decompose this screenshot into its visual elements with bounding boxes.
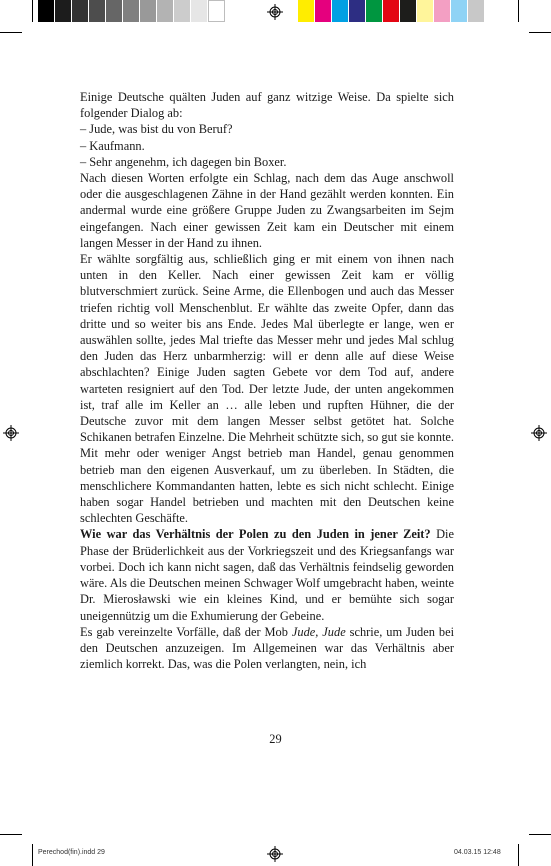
color-swatch	[349, 0, 366, 22]
color-swatch	[366, 0, 383, 22]
answer-text: Die Phase der Brüderlichkeit aus der Vorkriegszeit und des Kriegsanfangs war vorbei. Doch ich kann nicht sagen, daß das Verhältnis feindselig geworden wäre. Als die Deutschen meinen Schwager Wolf umgebracht haben, weinte Dr. Mierosławski wie ein kleines Kind, und er bemühte sich sogar uneigennützig um die Exhumierung der Gebeine.	[80, 527, 454, 623]
color-swatch	[332, 0, 349, 22]
color-swatch	[400, 0, 417, 22]
registration-mark-icon	[3, 425, 19, 441]
color-swatch	[106, 0, 123, 22]
process-color-bar	[298, 0, 485, 22]
interview-answer	[80, 526, 454, 623]
paragraph-text: schrie, um Juden bei den Deutschen anzuzeigen. Im Allgemeinen war das Verhältnis aber ziemlich korrekt. Das, was die Polen verlangten, nein, ich	[80, 624, 455, 672]
color-swatch	[383, 0, 400, 22]
color-swatch	[38, 0, 55, 22]
color-swatch	[434, 0, 451, 22]
crop-mark	[529, 834, 551, 835]
crop-mark	[529, 32, 551, 33]
color-swatch	[55, 0, 72, 22]
dialog-line: – Jude, was bist du von Beruf?	[80, 122, 233, 137]
color-swatch	[157, 0, 174, 22]
dialog-line: – Kaufmann.	[80, 138, 145, 153]
page-number: 29	[269, 732, 282, 746]
color-swatch	[315, 0, 332, 22]
page-body	[80, 89, 454, 672]
paragraph-text: Es gab vereinzelte Vorfälle, daß der Mob	[80, 624, 292, 639]
color-swatch	[140, 0, 157, 22]
crop-mark	[32, 0, 33, 22]
crop-mark	[0, 834, 22, 835]
slug-filename: Perechod(fin).indd 29	[38, 849, 105, 856]
paragraph: Er wählte sorgfältig aus, schließlich ging er mit einem von ihnen nach unten in den Keller. Nach einer gewissen Zeit kam er völlig blutverschmiert zurück. Seine Arme, die Ellenbogen und auch das Messer triefen richtig voll Menschenblut. Er wählte das zweite Opfer, dann das dritte und so weiter bis ans Ende. Jedes Mal überlegte er lange, wen er auswählen sollte, jedes Mal triefte das Messer mehr und jedes Mal schlug den Juden das Herz unbarmherzig: will er denn alle auf diese Weise abschlachten? Einige Juden sagten Gebete vor dem Tod auf, andere warteten resigniert auf den Tod. Der letzte Jude, der unten angekommen ist, traf alle im Keller an … alle leben und rupften Hühner, die der Deutsche zuvor mit dem langen Messer selbst getötet hat. Solche Schikanen betrafen Einzelne. Die Mehrheit schützte sich, so gut sie konnte. Mit mehr oder weniger Angst betrieb man Handel, genau genommen betrieb man den eigenen Ausverkauf, um zu überleben. In Städten, die menschlichere Kommandanten hatten, lebte es sich nicht schlecht. Einige haben sogar Handel betrieben und machten mit den Deutschen keine schlechten Geschäfte.	[80, 252, 455, 526]
emphasis: Jude, Jude	[291, 624, 346, 639]
color-swatch	[191, 0, 208, 22]
color-swatch	[174, 0, 191, 22]
slug-datetime: 04.03.15 12:48	[454, 849, 501, 856]
color-swatch	[123, 0, 140, 22]
crop-mark	[518, 0, 519, 22]
crop-mark	[518, 844, 519, 866]
crop-mark	[0, 32, 22, 33]
registration-mark-icon	[267, 4, 283, 20]
registration-mark-icon	[267, 846, 283, 862]
color-swatch	[89, 0, 106, 22]
dialog-line: – Sehr angenehm, ich dagegen bin Boxer.	[80, 154, 287, 169]
paragraph: Nach diesen Worten erfolgte ein Schlag, nach dem das Auge anschwoll oder die ausgeschlagenen Zähne in der Hand gezählt werden konnten. Ein andermal wurde eine größere Gruppe Juden zu Zwangsarbeiten im Sejm eingefangen. Nach einer gewissen Zeit kam ein Deutscher mit einem langen Messer in der Hand zu ihnen.	[80, 171, 454, 250]
paragraph: Einige Deutsche quälten Juden auf ganz witzige Weise. Da spielte sich folgender Dialog ab:	[80, 90, 454, 121]
color-swatch	[298, 0, 315, 22]
crop-mark	[32, 844, 33, 866]
grayscale-color-bar	[38, 0, 225, 22]
color-swatch	[468, 0, 485, 22]
color-swatch	[208, 0, 225, 22]
interview-question: Wie war das Verhältnis der Polen zu den Juden in jener Zeit?	[80, 527, 431, 542]
color-swatch	[417, 0, 434, 22]
registration-mark-icon	[531, 425, 547, 441]
color-swatch	[451, 0, 468, 22]
color-swatch	[72, 0, 89, 22]
paragraph	[80, 624, 454, 673]
